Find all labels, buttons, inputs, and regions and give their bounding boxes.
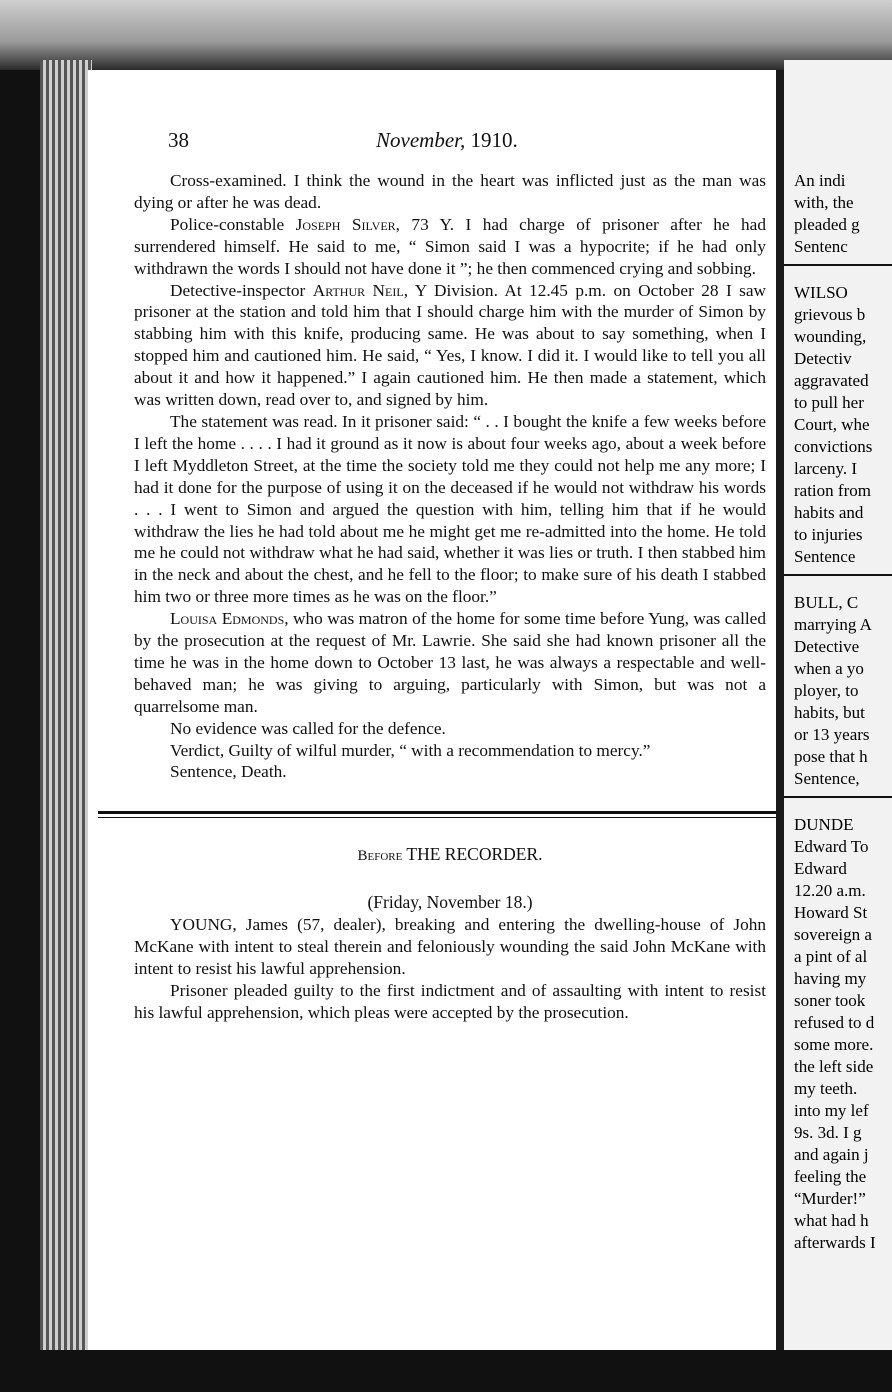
right-page-line: BULL, C bbox=[794, 593, 859, 612]
book-gutter bbox=[776, 70, 784, 1350]
right-page-line: convictions bbox=[794, 437, 873, 456]
right-page-line: when a yo bbox=[794, 659, 864, 678]
right-page-line: 12.20 a.m. bbox=[794, 881, 866, 900]
right-page-rule bbox=[784, 796, 892, 812]
right-page-line: An indi bbox=[794, 171, 846, 190]
defence-paragraph: No evidence was called for the defence. bbox=[170, 718, 446, 738]
right-page-line: what had h bbox=[794, 1211, 869, 1230]
constable-title: Police-constable bbox=[170, 214, 296, 234]
right-page-cropped bbox=[784, 60, 892, 1350]
right-page-rule bbox=[784, 264, 892, 280]
page-date bbox=[376, 128, 518, 153]
right-page-line: into my lef bbox=[794, 1101, 869, 1120]
right-page-line: Edward bbox=[794, 859, 847, 878]
section-heading bbox=[134, 844, 766, 868]
case-indictment-paragraph: YOUNG, James (57, dealer), breaking and entering the dwelling-house of John McKane with intent to steal therein and feloniously wounding the said John McKane with intent to resist his lawful apprehension. bbox=[134, 915, 766, 978]
divider-thin-rule bbox=[98, 817, 784, 818]
case-plea-paragraph: Prisoner pleaded guilty to the first indictment and of assaulting with intent to resist his lawful apprehension, which pleas were accepted by the prosecution. bbox=[134, 980, 766, 1022]
right-page-line: sovereign a bbox=[794, 925, 872, 944]
right-page-line: Howard St bbox=[794, 903, 868, 922]
right-page-line: my teeth. bbox=[794, 1079, 858, 1098]
statement-paragraph: The statement was read. In it prisoner said: “ . . I bought the knife a few weeks before I left the home . . . . I had it ground as it now is about four weeks ago, about a week before I left Myddleton Street, at the time the society told me they could not help me any more; I had it done for the purpose of using it on the deceased if he would not withdraw his words . . . I went to Simon and argued the question with him, telling him that if he would withdraw the lies he had told about me he might get me re-admitted into the home. He told me he could not withdraw what he had said, whether it was lies or truth. I then stabbed him in the neck and about the chest, and he fell to the floor; to make sure of his death I stabbed him two or three more times as he was on the floor.” bbox=[134, 411, 766, 607]
right-page-line: Detectiv bbox=[794, 349, 852, 368]
witness-name-neil: Arthur Neil bbox=[312, 280, 404, 300]
neil-testimony: , Y Division. At 12.45 p.m. on October 28 I saw prisoner at the station and told him that I should charge him with the murder of Simon by stabbing him with this knife, producing same. He was about to say something, when I stopped him and cautioned him. He said, “ Yes, I know. I did it. I would like to tell you all about it and how it happened.” I again cautioned him. He then made a statement, which was written down, read over to, and signed by him. bbox=[134, 280, 766, 410]
silver-testimony-paragraph bbox=[134, 214, 766, 280]
neil-testimony-paragraph bbox=[134, 280, 766, 411]
right-page-line: pose that h bbox=[794, 747, 868, 766]
right-page-line: DUNDE bbox=[794, 815, 854, 834]
section-heading-before: Before bbox=[357, 848, 403, 865]
inspector-title: Detective-inspector bbox=[170, 280, 313, 300]
right-page-line: habits and bbox=[794, 503, 864, 522]
right-page-line: wounding, bbox=[794, 327, 867, 346]
right-page-line: a pint of al bbox=[794, 947, 868, 966]
scan-top-edge bbox=[0, 0, 892, 70]
right-page-line: habits, but bbox=[794, 703, 865, 722]
right-page-line: Sentence bbox=[794, 547, 856, 566]
right-page-line: grievous b bbox=[794, 305, 866, 324]
right-page-line: to pull her bbox=[794, 393, 864, 412]
right-page-line: Court, whe bbox=[794, 415, 870, 434]
right-page-line: having my bbox=[794, 969, 867, 988]
right-page-line: and again j bbox=[794, 1145, 869, 1164]
right-page-line: “Murder!” bbox=[794, 1189, 866, 1208]
right-page-line: Sentence, bbox=[794, 769, 860, 788]
page-month: November, bbox=[376, 128, 466, 152]
right-page-line: ployer, to bbox=[794, 681, 859, 700]
right-page-line: pleaded g bbox=[794, 215, 860, 234]
divider-thick-rule bbox=[98, 811, 784, 814]
right-page-line: feeling the bbox=[794, 1167, 867, 1186]
right-page-line: larceny. I bbox=[794, 459, 858, 478]
edmonds-testimony-paragraph bbox=[134, 608, 766, 718]
page-number: 38 bbox=[168, 128, 189, 152]
left-page bbox=[88, 70, 776, 1350]
right-page-line: Sentenc bbox=[794, 237, 848, 256]
right-page-text bbox=[794, 170, 892, 1254]
right-page-line: or 13 years bbox=[794, 725, 870, 744]
edmonds-testimony: , who was matron of the home for some time before Yung, was called by the prosecution at the request of Mr. Lawrie. She said she had known prisoner all the time he was in the home down to October 13 last, he was always a respectable and well-behaved man; he was giving to arguing, particularly with Simon, but was not a quarrelsome man. bbox=[134, 609, 766, 716]
section-date: (Friday, November 18.) bbox=[367, 892, 533, 913]
right-page-line: aggravated bbox=[794, 371, 869, 390]
right-page-line: afterwards I bbox=[794, 1233, 876, 1252]
right-page-line: ration from bbox=[794, 481, 871, 500]
right-page-line: the left side bbox=[794, 1057, 874, 1076]
verdict-paragraph: Verdict, Guilty of wilful murder, “ with a recommendation to mercy.” bbox=[170, 740, 651, 760]
right-page-line: to injuries bbox=[794, 525, 863, 544]
right-page-line: WILSO bbox=[794, 283, 848, 302]
page-header bbox=[168, 128, 728, 158]
sentence-paragraph: Sentence, Death. bbox=[170, 762, 287, 782]
page-body bbox=[134, 170, 766, 1024]
section-divider bbox=[98, 811, 784, 818]
section-heading-title: THE RECORDER. bbox=[406, 844, 543, 865]
witness-name-silver: Joseph Silver bbox=[295, 214, 396, 234]
book-spine-edges bbox=[40, 60, 92, 1350]
right-page-line: refused to d bbox=[794, 1013, 875, 1032]
silver-testimony: , 73 Y. I had charge of prisoner after he had surrendered himself. He said to me, “ Simon said I was a hypocrite; if he had only withdrawn the words I should not have done it ”; he then commenced crying and sobbing. bbox=[134, 214, 766, 278]
page-year: 1910. bbox=[470, 128, 518, 152]
right-page-line: with, the bbox=[794, 193, 854, 212]
witness-name-edmonds: Louisa Edmonds bbox=[170, 609, 285, 629]
cross-examination-paragraph: Cross-examined. I think the wound in the heart was inflicted just as the man was dying or after he was dead. bbox=[134, 171, 766, 212]
right-page-line: soner took bbox=[794, 991, 866, 1010]
right-page-line: 9s. 3d. I g bbox=[794, 1123, 862, 1142]
right-page-rule bbox=[784, 574, 892, 590]
right-page-line: some more. bbox=[794, 1035, 874, 1054]
right-page-line: Detective bbox=[794, 637, 860, 656]
right-page-line: marrying A bbox=[794, 615, 872, 634]
right-page-line: Edward To bbox=[794, 837, 869, 856]
